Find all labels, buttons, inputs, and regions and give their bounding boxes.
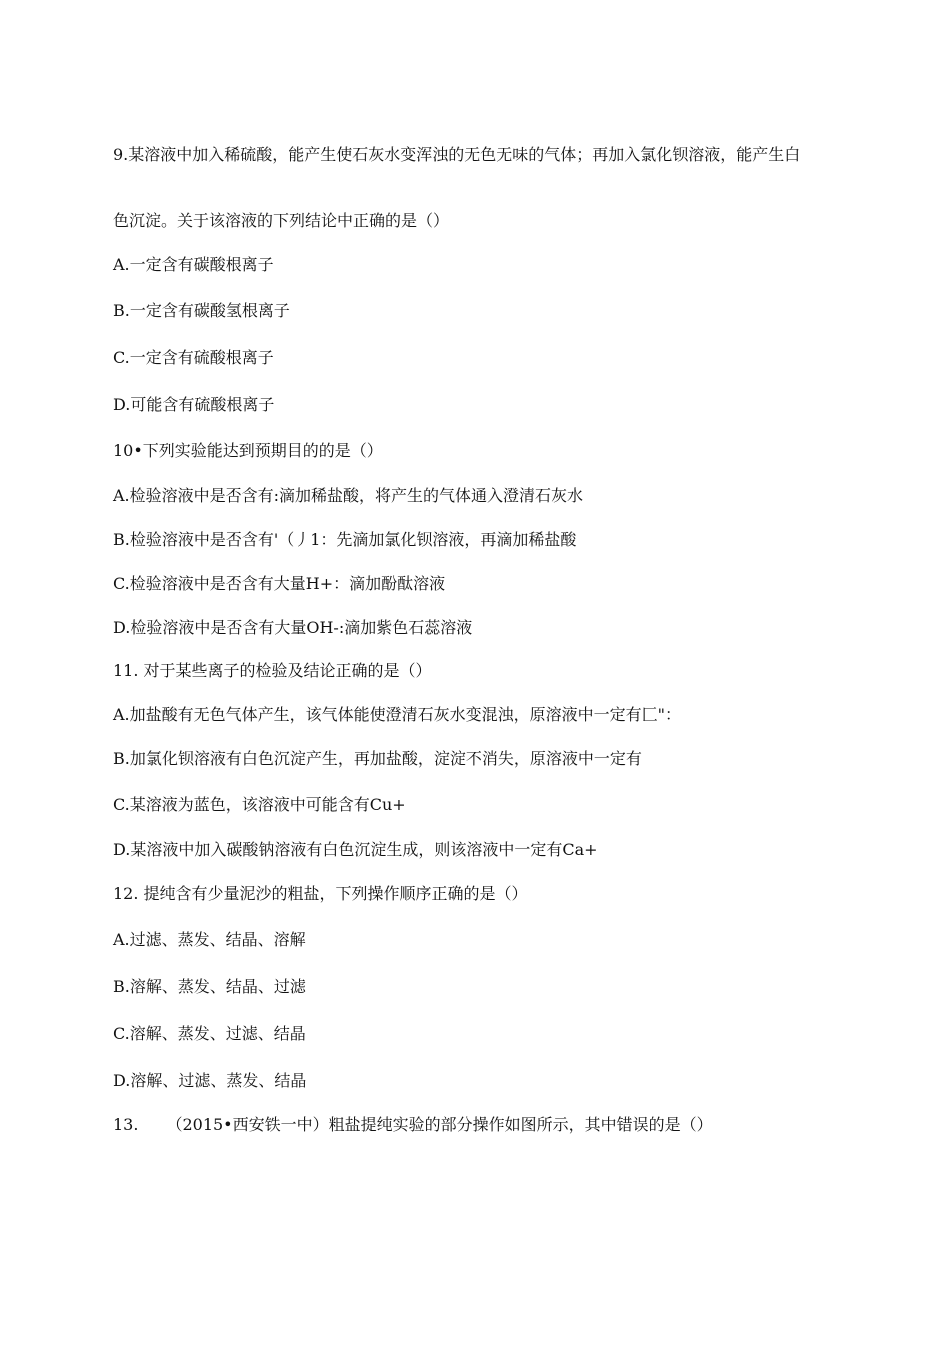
question-11-option-a: A.加盐酸有无色气体产生，该气体能使澄清石灰水变混浊，原溶液中一定有匚"： [113,705,682,724]
question-10-option-a: A.检验溶液中是否含有:滴加稀盐酸，将产生的气体通入澄清石灰水 [113,486,584,505]
question-12-option-d: D.溶解、过滤、蒸发、结晶 [113,1071,307,1090]
question-13-number: 13. [113,1115,139,1134]
question-12-stem: 12. 提纯含有少量泥沙的粗盐，下列操作顺序正确的是（） [113,884,528,903]
question-9-option-c: C.一定含有硫酸根离子 [113,348,274,367]
question-10-option-d: D.检验溶液中是否含有大量OH-:滴加紫色石蕊溶液 [113,618,473,637]
question-10-stem: 10•下列实验能达到预期目的的是（） [113,441,383,460]
question-11-option-b: B.加氯化钡溶液有白色沉淀产生，再加盐酸，淀淀不消失，原溶液中一定有 [113,749,642,768]
question-12-option-c: C.溶解、蒸发、过滤、结晶 [113,1024,306,1043]
question-10-option-b: B.检验溶液中是否含有'（丿1：先滴加氯化钡溶液，再滴加稀盐酸 [113,530,577,549]
question-13-stem-line [113,1114,843,1136]
question-12-option-b: B.溶解、蒸发、结晶、过滤 [113,977,306,996]
question-9-option-b: B.一定含有碳酸氢根离子 [113,301,290,320]
question-13-stem: （2015•西安铁一中）粗盐提纯实验的部分操作如图所示，其中错误的是（） [166,1115,713,1134]
question-11-stem: 11. 对于某些离子的检验及结论正确的是（） [113,661,432,680]
question-9-stem [113,144,831,166]
question-11-option-d: D.某溶液中加入碳酸钠溶液有白色沉淀生成，则该溶液中一定有Ca+ [113,840,598,859]
question-9-stem-line1: 9.某溶液中加入稀硫酸，能产生使石灰水变浑浊的无色无味的气体；再加入氯化钡溶液，能产生白 [113,145,801,164]
question-9-option-d: D.可能含有硫酸根离子 [113,395,275,414]
question-12-option-a: A.过滤、蒸发、结晶、溶解 [113,930,306,949]
question-11-option-c: C.某溶液为蓝色，该溶液中可能含有Cu+ [113,795,406,814]
question-10-option-c: C.检验溶液中是否含有大量H+：滴加酚酞溶液 [113,574,446,593]
question-9-option-a: A.一定含有碳酸根离子 [113,255,274,274]
question-9-stem-continuation: 色沉淀。关于该溶液的下列结论中正确的是（） [113,211,450,230]
